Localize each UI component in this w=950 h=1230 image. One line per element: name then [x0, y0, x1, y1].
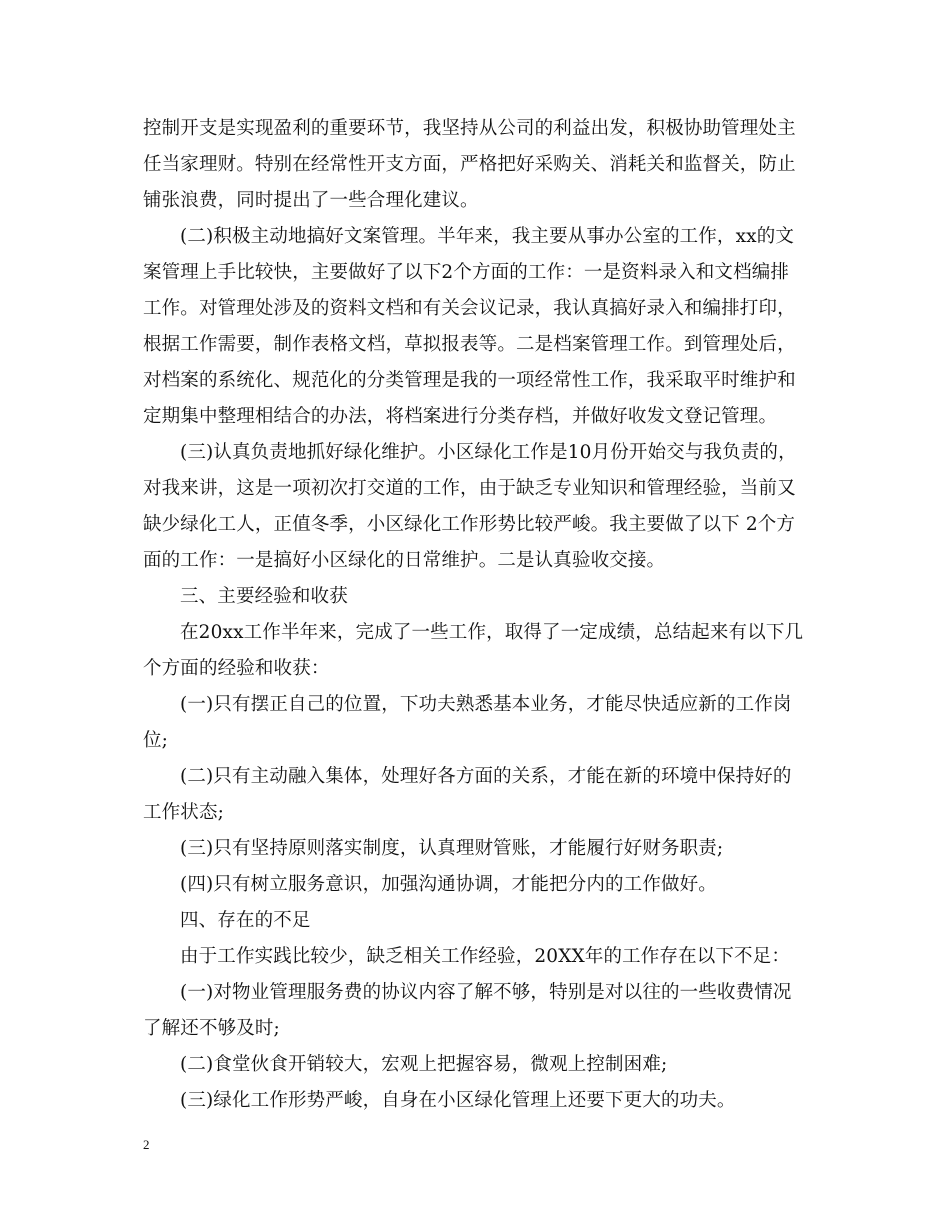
text-line: 任当家理财。特别在经常性开支方面，严格把好采购关、消耗关和监督关，防止 [143, 154, 796, 175]
text-line: 对档案的系统化、规范化的分类管理是我的一项经常性工作，我采取平时维护和 [143, 370, 796, 391]
text-line: (二)食堂伙食开销较大，宏观上把握容易，微观上控制困难; [180, 1054, 668, 1075]
text-line: (一)只有摆正自己的位置，下功夫熟悉基本业务，才能尽快适应新的工作岗 [180, 694, 792, 715]
text-line: (三)认真负责地抓好绿化维护。小区绿化工作是10月份开始交与我负责的， [180, 442, 797, 463]
text-line: (二)积极主动地搞好文案管理。半年来，我主要从事办公室的工作，xx的文 [180, 226, 795, 247]
text-line: (四)只有树立服务意识，加强沟通协调，才能把分内的工作做好。 [180, 874, 717, 895]
text-line: 根据工作需要，制作表格文档，草拟报表等。二是档案管理工作。到管理处后， [143, 334, 796, 355]
text-line: (三)只有坚持原则落实制度，认真理财管账，才能履行好财务职责; [180, 838, 724, 859]
text-line: 了解还不够及时; [143, 1018, 280, 1039]
text-line: 定期集中整理相结合的办法，将档案进行分类存档，并做好收发文登记管理。 [143, 406, 778, 427]
text-line: 面的工作：一是搞好小区绿化的日常维护。二是认真验收交接。 [143, 550, 666, 571]
page-number: 2 [143, 1137, 150, 1152]
text-line: 案管理上手比较快，主要做好了以下2个方面的工作：一是资料录入和文档编排 [143, 262, 790, 283]
text-line: 由于工作实践比较少，缺乏相关工作经验，20XX年的工作存在以下不足： [180, 946, 790, 967]
text-line: 铺张浪费，同时提出了一些合理化建议。 [143, 190, 479, 211]
text-line: 工作状态; [143, 802, 224, 823]
text-line: 工作。对管理处涉及的资料文档和有关会议记录，我认真搞好录入和编排打印， [143, 298, 796, 319]
text-line: 个方面的经验和收获： [143, 658, 330, 679]
text-line: 对我来讲，这是一项初次打交道的工作，由于缺乏专业知识和管理经验，当前又 [143, 478, 796, 499]
text-line: 位; [143, 730, 169, 751]
section-heading: 三、主要经验和收获 [180, 586, 348, 607]
text-line: 缺少绿化工人，正值冬季，小区绿化工作形势比较严峻。我主要做了以下 2个方 [143, 514, 796, 535]
section-heading: 四、存在的不足 [180, 910, 311, 931]
text-line: 控制开支是实现盈利的重要环节，我坚持从公司的利益出发，积极协助管理处主 [143, 118, 796, 139]
text-line: 在20xx工作半年来，完成了一些工作，取得了一定成绩，总结起来有以下几 [180, 622, 804, 643]
text-line: (三)绿化工作形势严峻，自身在小区绿化管理上还要下更大的功夫。 [180, 1090, 736, 1111]
text-line: (一)对物业管理服务费的协议内容了解不够，特别是对以往的一些收费情况 [180, 982, 792, 1003]
text-line: (二)只有主动融入集体，处理好各方面的关系，才能在新的环境中保持好的 [180, 766, 792, 787]
